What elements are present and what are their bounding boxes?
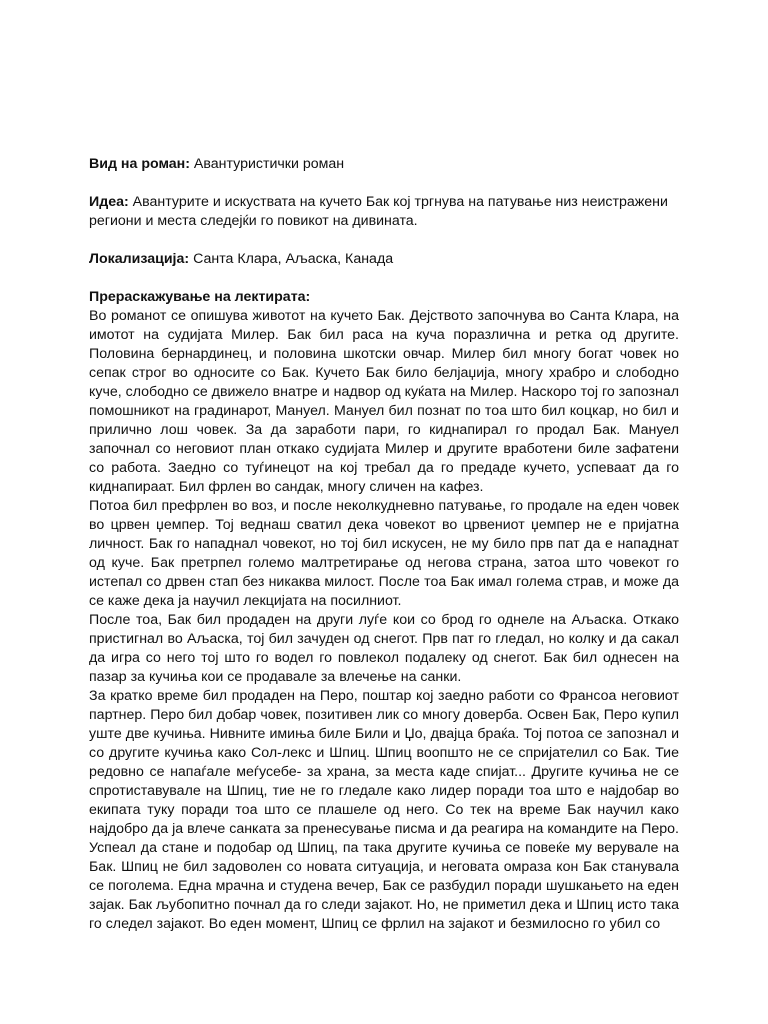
retelling-paragraph-1: Во романот се опишува животот на кучето Бак. Дејството започнува во Санта Клара, на имотот на судијата Милер. Бак бил раса на куча поразлична и ретка од другите. Половина бернардинец, и половина шкотски овчар. Милер бил многу богат човек но сепак строг во односите со Бак. Кучето Бак било белјаџија, многу храбро и слободно куче, слободно се движело внатре и надвор од куќата на Милер. Наскоро тој го запознал помошникот на градинарот, Мануел. Мануел бил познат по тоа што бил коцкар, но бил и прилично лош човек. За да заработи пари, го киднапирал го продал Бак. Мануел започнал со неговиот план откако судијата Милер и другите вработени биле зафатени со работа. Заедно со туѓинецот на кој требал да го предаде кучето, успеваат да го киднапираат. Бил фрлен во сандак, многу сличен на кафез. bbox=[89, 308, 679, 495]
document-page bbox=[89, 155, 679, 934]
idea-field bbox=[89, 193, 679, 231]
location-value: Санта Клара, Аљаска, Канада bbox=[193, 251, 394, 267]
genre-label: Вид на роман: bbox=[89, 156, 190, 172]
retelling-paragraph-2: Потоа бил префрлен во воз, и после неколкудневно патување, го продале на еден човек во црвен џемпер. Тој веднаш сватил дека човекот во црвениот џемпер не е пријатна личност. Бак го нападнал човекот, но тој бил искусен, не му било прв пат да е нападнат од куче. Бак претрпел големо малтретирање од негова страна, затоа што човекот го истепал со дрвен стап без никаква милост. После тоа Бак имал голема страв, и може да се каже дека ја научил лекцијата на посилниот. bbox=[89, 498, 679, 609]
genre-field bbox=[89, 155, 679, 174]
location-label: Локализација: bbox=[89, 251, 190, 267]
idea-value: Авантурите и искуствата на кучето Бак кој тргнува на патување низ неистражени региони и места следејќи го повикот на дивината. bbox=[89, 194, 668, 229]
genre-value: Авантуристички роман bbox=[193, 156, 345, 172]
idea-label: Идеа: bbox=[89, 194, 129, 210]
retelling-paragraph-4: За кратко време бил продаден на Перо, поштар кој заедно работи со Франсоа неговиот партнер. Перо бил добар човек, позитивен лик со многу доверба. Освен Бак, Перо купил уште две кучиња. Нивните имиња биле Били и Џо, двајца браќа. Тој потоа се запознал и со другите кучиња како Сол-лекс и Шпиц. Шпиц воопшто не се спријателил со Бак. Тие редовно се напаѓале меѓусебе- за храна, за места каде спијат... Другите кучиња не се спротиставувале на Шпиц, тие не го гледале како лидер поради тоа што е најдобар во екипата туку поради тоа што се плашеле од него. Со тек на време Бак научил како најдобро да ја влече санката за пренесување писма и да реагира на командите на Перо. Успеал да стане и подобар од Шпиц, па така другите кучиња се повеќе му верувале на Бак. Шпиц не бил задоволен со новата ситуација, и неговата омраза кон Бак станувала се поголема. Една мрачна и студена вечер, Бак се разбудил поради шушкањето на еден зајак. Бак љубопитно почнал да го следи зајакот. Но, не приметил дека и Шпиц исто така го следел зајакот. Во еден момент, Шпиц се фрлил на зајакот и безмилосно го убил со bbox=[89, 688, 679, 932]
retelling-paragraph-3: После тоа, Бак бил продаден на други луѓе кои со брод го однеле на Аљаска. Откако пристигнал во Аљаска, тој бил зачуден од снегот. Прв пат го гледал, но колку и да сакал да игра со него тој што го водел го повлекол подалеку од снегот. Бак бил однесен на пазар за кучиња кои се продавале за влечење на санки. bbox=[89, 612, 679, 685]
location-field bbox=[89, 250, 679, 269]
retelling-title: Прераскажување на лектирата: bbox=[89, 289, 311, 305]
